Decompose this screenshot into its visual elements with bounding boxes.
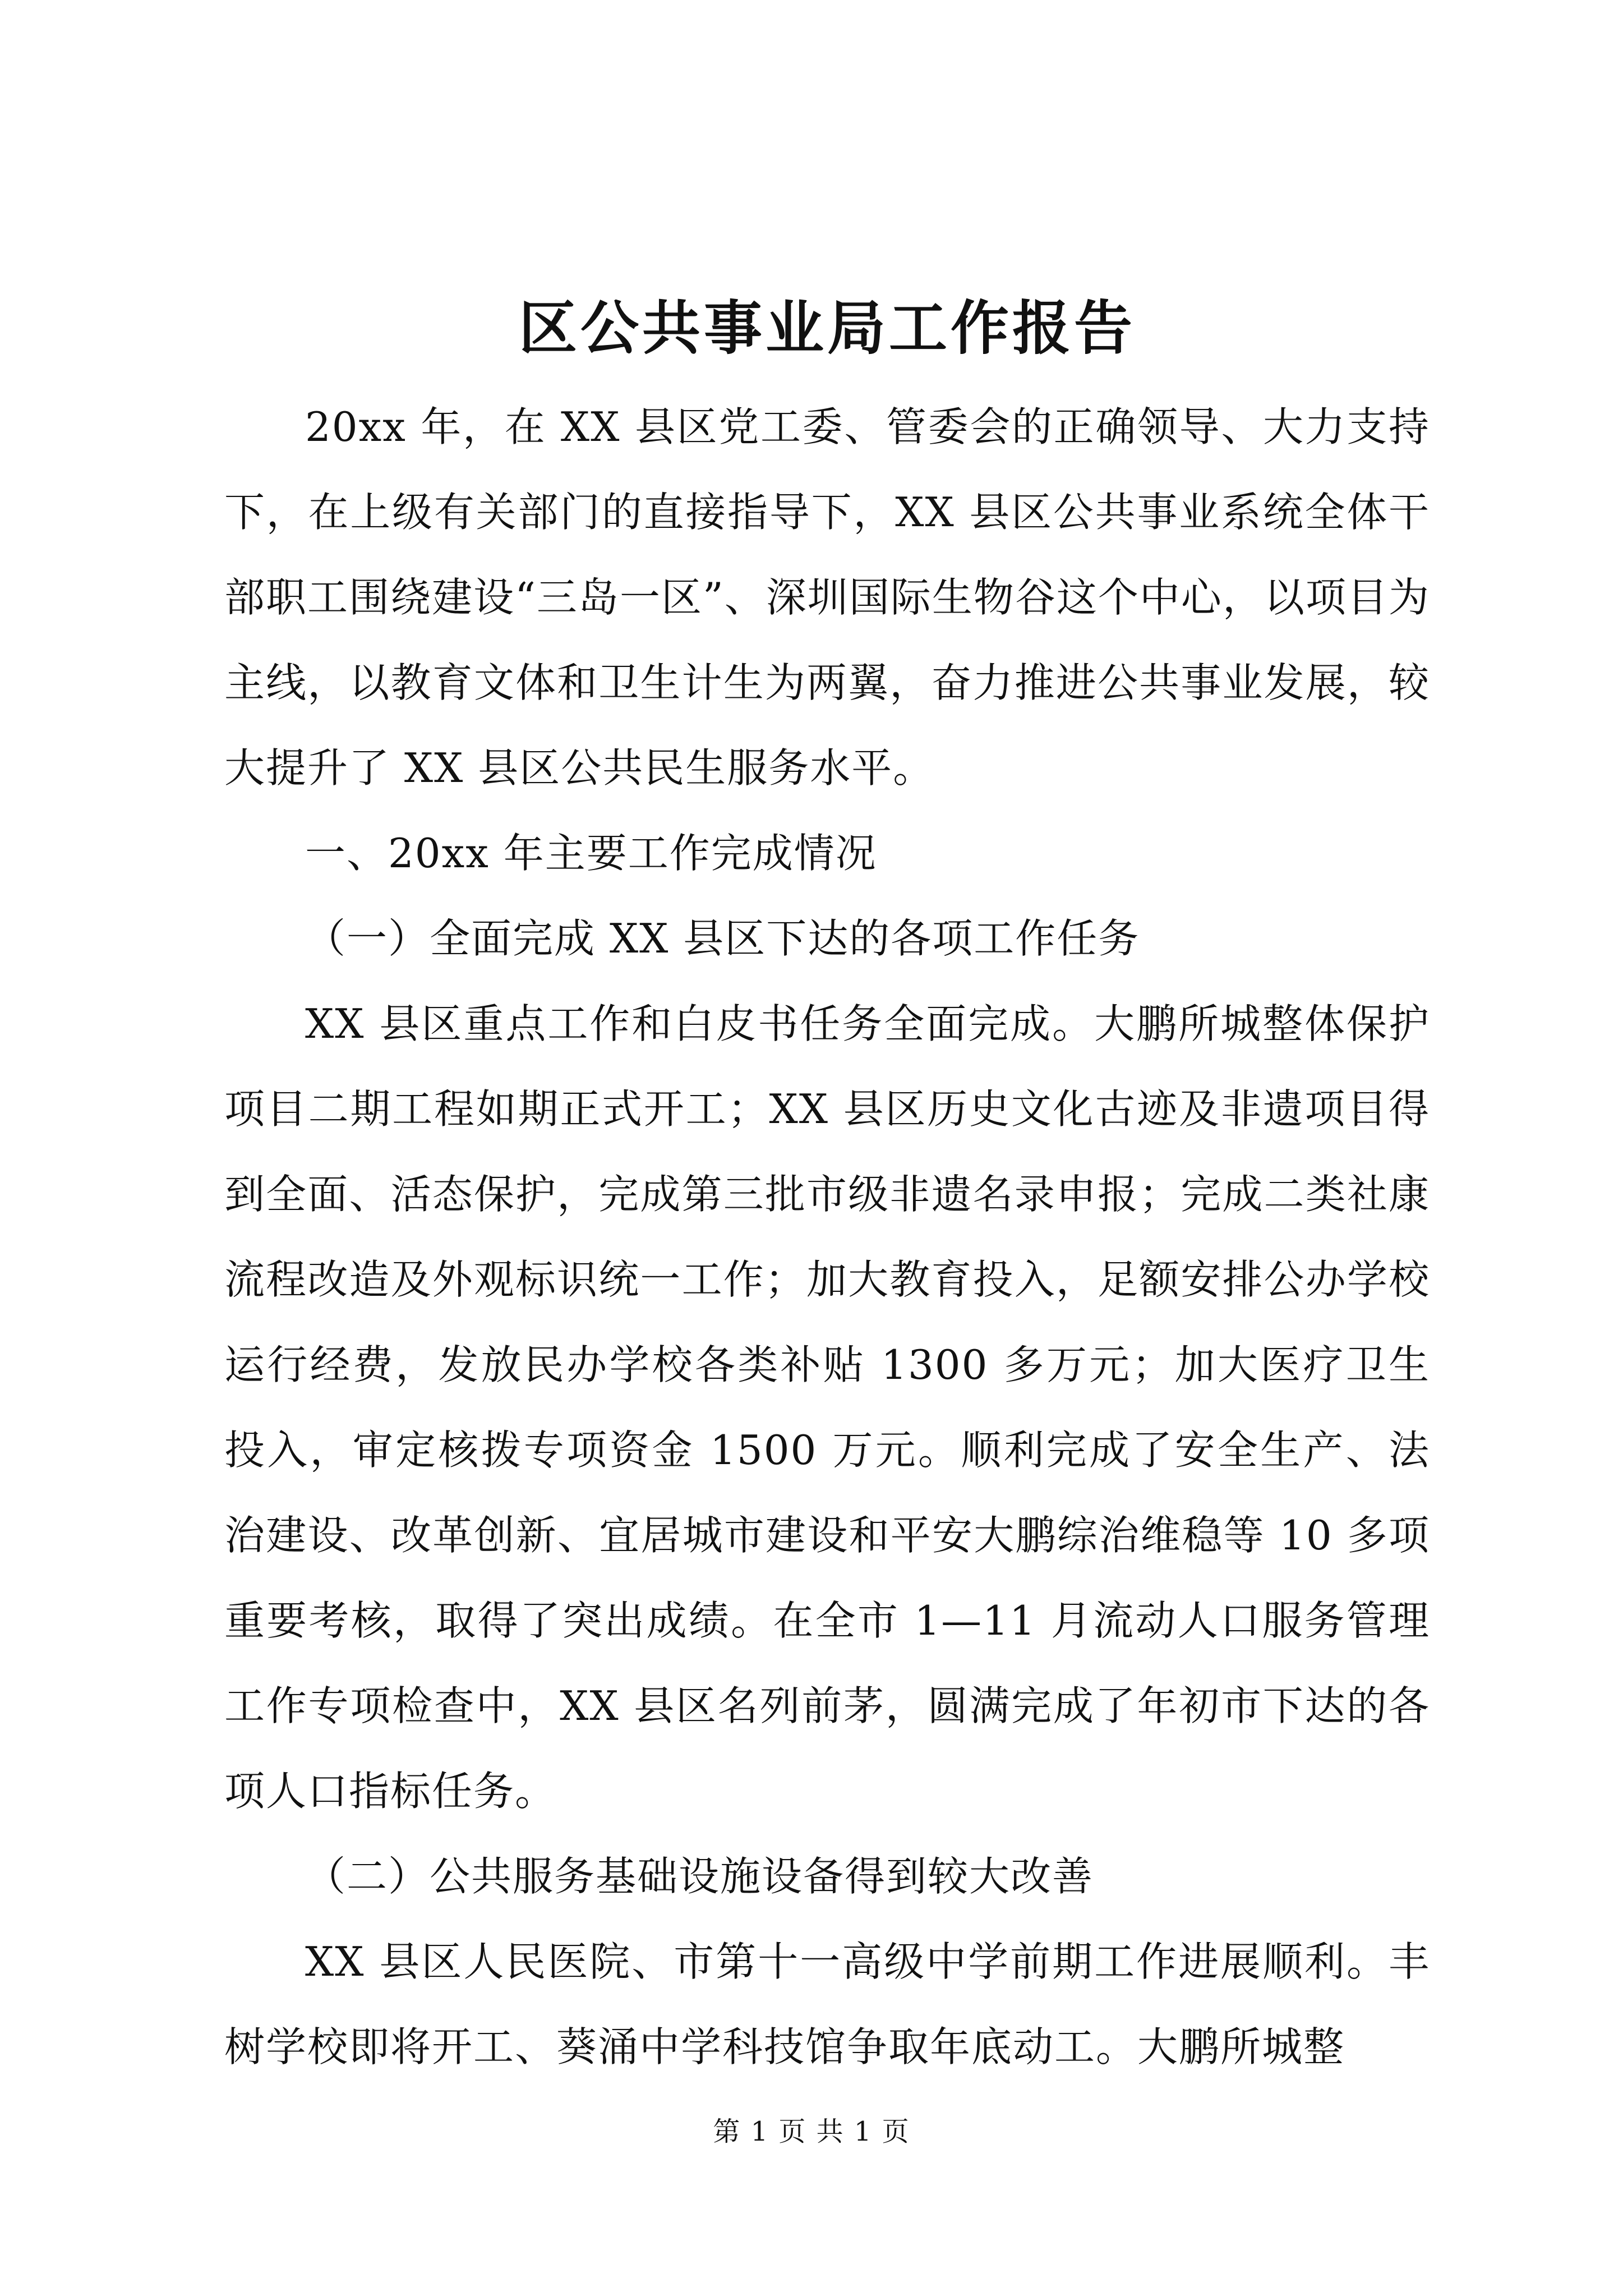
section-heading-1: 一、20xx 年主要工作完成情况 (305, 830, 877, 877)
subsection-heading-1: （一）全面完成 XX 县区下达的各项工作任务 (305, 915, 1140, 962)
subsection-heading-2: （二）公共服务基础设施设备得到较大改善 (305, 1853, 1094, 1900)
page-number-footer: 第 1 页 共 1 页 (713, 2116, 910, 2147)
paragraph-intro: 20xx 年，在 XX 县区党工委、管委会的正确领导、大力支持下，在上级有关部门的直接指导下，XX 县区公共事业系统全体干部职工围绕建设“三岛一区”、深圳国际生物谷这个中心，以项目为主线，以教育文体和卫生计生为两翼，奋力推进公共事业发展，较大提升了 XX 县区公共民生服务水平。 (224, 403, 1430, 792)
paragraph-task-completion: XX 县区重点工作和白皮书任务全面完成。大鹏所城整体保护项目二期工程如期正式开工；XX 县区历史文化古迹及非遗项目得到全面、活态保护，完成第三批市级非遗名录申报；完成二类社康流程改造及外观标识统一工作；加大教育投入，足额安排公办学校运行经费，发放民办学校各类补贴 1300 多万元；加大医疗卫生投入，审定核拨专项资金 1500 万元。顺利完成了安全生产、法治建设、改革创新、宜居城市建设和平安大鹏综治维稳等 10 多项重要考核，取得了突出成绩。在全市 1—11 月流动人口服务管理工作专项检查中，XX 县区名列前茅，圆满完成了年初市下达的各项人口指标任务。 (224, 1000, 1430, 1815)
paragraph-infrastructure: XX 县区人民医院、市第十一高级中学前期工作进展顺利。丰树学校即将开工、葵涌中学科技馆争取年底动工。大鹏所城整 (224, 1938, 1430, 2070)
document-title: 区公共事业局工作报告 (518, 293, 1136, 362)
document-body (224, 289, 1430, 2090)
